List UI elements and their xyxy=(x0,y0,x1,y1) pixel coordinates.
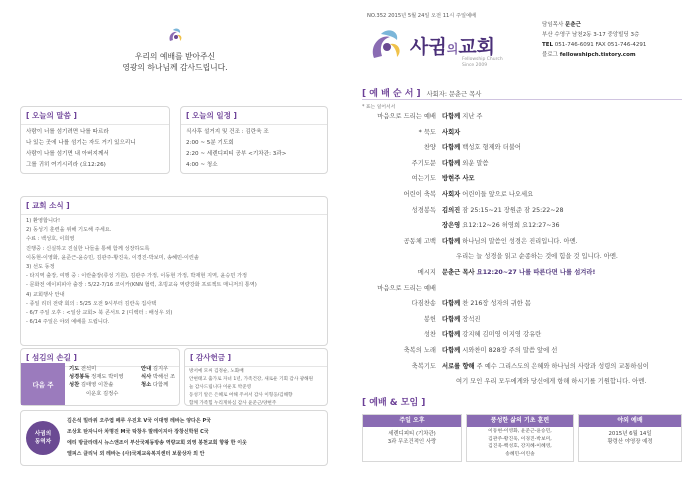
order-value xyxy=(442,347,557,355)
today-schedule-box xyxy=(180,106,328,174)
events-header xyxy=(362,395,682,408)
order-who: 다함께 xyxy=(442,331,461,339)
servants-title: [ 섬김의 손길 ] xyxy=(21,349,179,367)
order-value xyxy=(442,113,483,121)
word-line: 사람이 너를 섬기려면 나를 따르라 xyxy=(26,129,109,135)
order-label: 봉헌 xyxy=(423,315,436,323)
order-label: 다짐찬송 xyxy=(411,300,436,308)
phone-line: TEL 051-746-6091 FAX 051-746-4291 xyxy=(542,42,647,48)
order-value xyxy=(442,175,475,183)
order-detail: 강지혜 김미영 이지영 강유란 xyxy=(462,331,542,339)
news-line: 수료 : 백성호, 이희영 xyxy=(26,236,75,243)
event-col-afternoon xyxy=(362,414,462,462)
news-line: 2) 동성기 훈련을 위해 기도해 주세요. xyxy=(26,227,112,234)
order-label: 성찬 xyxy=(423,331,436,339)
grace-box xyxy=(20,410,328,466)
order-value xyxy=(442,253,618,261)
servants-box xyxy=(20,348,180,406)
word-line: 그를 귀히 여기시리라 (요12:26) xyxy=(26,162,106,168)
servant-row: 기도 전석미 xyxy=(69,366,97,372)
address-line: 부산 수영구 남천2동 3-17 중앙빌딩 3층 xyxy=(542,32,640,38)
news-line: 이동현-이영화, 윤준근-윤승민, 김관주-황진욱, 이경진-박보미, 송혜민-이린솔 xyxy=(26,254,199,261)
today-word-box xyxy=(20,106,170,174)
order-label: 공동체 고백 xyxy=(403,237,436,245)
order-value xyxy=(442,129,460,137)
news-line: - 6/14 주일은 야외 예배를 드립니다. xyxy=(26,319,110,326)
order-label: 주기도문 xyxy=(411,159,436,167)
event-line: 김관주-황진욱, 이경진-박보미, xyxy=(488,436,552,442)
order-value xyxy=(442,222,560,230)
order-detail: 주 예수 그리스도의 은혜와 하나님의 사랑과 성령의 교통하심이 xyxy=(476,362,649,370)
order-label: 마음으로 드리는 예배 xyxy=(377,284,436,292)
welcome-line: 우리의 예배를 받아주신 xyxy=(134,52,216,61)
order-detail: 여기 모인 우리 모두에게와 당신에게 항해 하시기를 기원합니다. 아멘. xyxy=(456,378,647,386)
order-who: 다함께 xyxy=(442,113,461,120)
order-who: 장은영 xyxy=(442,222,461,230)
news-line: - 6/7 주일 오후 : <일상 교회> 북 콘서트 2 (디렉터 : 배성우 외) xyxy=(26,310,173,317)
order-value xyxy=(442,269,595,277)
order-who: 문춘근 목사 xyxy=(442,269,475,276)
order-value xyxy=(442,300,531,308)
news-line: - 문화전 에이피피아 출장 : 5/22-7/16 코이카(KNN 협력, 초빙교육 역량강화 프로젝트 매니저의 통역) xyxy=(26,282,257,289)
order-label: * 묵도 xyxy=(418,128,436,136)
partner-line: 김은석 밀라위 오주엽 페루 우진호 V국 이대영 레바논 양다은 P국 xyxy=(67,418,211,424)
event-line: 송혜민-이린솔 xyxy=(505,451,535,457)
right-panel xyxy=(347,0,694,490)
event-line: 3과 무조건적인 사랑 xyxy=(387,439,437,445)
order-who: 다함께 xyxy=(442,237,461,245)
order-label: 찬양 xyxy=(423,144,436,152)
church-contact xyxy=(542,20,646,60)
welcome-message xyxy=(100,51,250,73)
order-value xyxy=(442,160,489,168)
grace-badge-wrap xyxy=(21,411,65,465)
order-label: 여는기도 xyxy=(411,175,436,183)
schedule-line: 2:20 ~ 세렌디피티 공부 <기차관: 3과> xyxy=(186,151,287,157)
church-brand xyxy=(362,22,532,70)
event-col-head: 풍성한 삶의 기초 훈련 xyxy=(467,415,573,427)
church-subtitle: Fellowship Church Since 2009 xyxy=(462,57,503,68)
partner-line: 에티 방글라데시 뉴스앤조이 부산국제동방송 역량교회 외영 봉천교회 향왕 한 이웃 xyxy=(67,440,247,446)
order-who: 다함께 xyxy=(442,144,461,152)
word-line: 사람이 나를 섬기면 내 아버지께서 xyxy=(26,151,109,157)
order-detail: 하나님의 말씀인 성경은 진리입니다. 아멘. xyxy=(462,237,578,245)
order-label: 축복기도 xyxy=(411,362,436,370)
order-label: 축복의 노래 xyxy=(403,347,436,354)
event-col-head: 야외 예배 xyxy=(579,415,681,427)
order-detail: 외운 말씀 xyxy=(462,159,489,167)
order-label: 어린이 축복 xyxy=(403,191,436,198)
event-col-head: 주일 오후 xyxy=(363,415,461,427)
order-who: 사회자 xyxy=(442,191,461,198)
church-name: 사귐의교회 xyxy=(410,36,496,58)
next-week-label: 다음 주 xyxy=(21,363,65,405)
order-value xyxy=(442,316,481,324)
church-news-box xyxy=(20,196,328,346)
word-line: 나 있는 곳에 나를 섬기는 자도 거기 있으리니 xyxy=(26,140,136,146)
offering-line: 늘 감사드립니다 이운호 박준영 xyxy=(189,385,252,390)
order-value xyxy=(442,238,578,246)
today-word-title: [ 오늘의 말씀 ] xyxy=(21,107,169,125)
order-value xyxy=(442,363,649,371)
order-who: 다함께 xyxy=(442,300,461,308)
servant-row-2: 청소 다함께 xyxy=(141,382,169,389)
order-who: 사회자 xyxy=(442,128,461,136)
event-line: 세렌디피티 (기차관) xyxy=(388,431,436,437)
news-line: 1) 환영합니다! xyxy=(26,218,61,224)
church-logo-large-icon xyxy=(364,24,408,68)
order-who: 김의진 xyxy=(442,206,461,214)
order-header xyxy=(362,86,682,100)
order-label: 메시지 xyxy=(417,269,436,276)
schedule-line: 식사후 설거지 및 건조 : 김란욱 조 xyxy=(186,129,269,135)
order-detail: 우리는 늘 성경을 읽고 순종하는 것에 힘을 것 입니다. 아멘. xyxy=(456,253,618,261)
welcome-line: 영광의 하나님께 감사드립니다. xyxy=(122,63,228,72)
offering-line: 방서예 모씨 김정순, 노화배 xyxy=(189,369,244,374)
offering-box xyxy=(184,348,328,406)
order-who: 방현주 사모 xyxy=(442,175,475,183)
news-line: - 종일 리더 전략 회의 : 5/25 오전 9시부터 김란욱 집사택 xyxy=(26,300,157,307)
event-line: 이동현-이영화, 윤준근-윤승민, xyxy=(488,429,552,434)
blog-line[interactable]: 블로그 fellowshipch.tistory.com xyxy=(542,52,636,58)
order-value xyxy=(442,144,521,152)
offering-title: [ 감사헌금 ] xyxy=(185,349,327,367)
schedule-line: 2:00 ~ 5분 기도회 xyxy=(186,140,234,146)
order-title: [ 예 배 순 서 ] xyxy=(362,89,421,99)
schedule-line: 4:00 ~ 청소 xyxy=(186,162,218,168)
servant-row: 성경봉독 정재도 박미영 xyxy=(69,374,124,381)
servant-row: 성찬 김태영 이찬솔 xyxy=(69,382,114,389)
news-line: 3) 선도 동정 xyxy=(26,264,55,271)
news-line: - 타지역 출장, 여행 중 : 이란출장(류성 기원), 김관주 가정, 이동현 가정, 박재현 지역, 윤승민 가정 xyxy=(26,273,248,280)
order-detail: 요12:20~27 나를 따른다면 나를 섬겨라! xyxy=(476,269,596,276)
order-detail: 지난 주 xyxy=(462,113,483,120)
event-line: 김진욱-백성호, 강지혜-이혜영, xyxy=(488,444,552,449)
news-line: 진행중 : 신실하고 진실한 나들을 통해 함께 성장하도록 xyxy=(26,245,150,252)
order-who: 다함께 xyxy=(442,315,461,323)
offering-line: 동성기 알은 은혜로 여해 주셔서 감사 이형웅/김해향 xyxy=(189,393,293,398)
news-line: 4) 교회행사 안내 xyxy=(26,291,65,298)
order-host: 사회자: 문춘근 목사 xyxy=(426,91,482,98)
event-line: 2015년 6월 14일 xyxy=(608,431,652,437)
partner-line: 조상호 탄자니아 차명진 M국 탁창우 말레이지아 장창신학원 C국 xyxy=(67,429,209,435)
order-detail: 요12:12~26 허영희 요12:27~36 xyxy=(462,222,560,230)
order-label: 마음으로 드리는 예배 xyxy=(377,113,436,120)
offering-line: 안현태고 출가로 자녀 1년, 가족건강, 새로운 기회 감사 광해원 xyxy=(189,377,314,382)
event-col-training xyxy=(466,414,574,462)
order-who: 다함께 xyxy=(442,347,461,354)
bulletin-number: NO.352 2015년 5월 24일 오전 11시 주일예배 xyxy=(367,13,477,19)
order-detail: 시와찬미 828장 주의 말씀 앞에 선 xyxy=(462,347,558,354)
event-col-outdoor xyxy=(578,414,682,462)
partners-badge: 사귐의 동역자 xyxy=(26,421,60,455)
order-value xyxy=(442,191,533,199)
servant-row: 이운호 김정수 xyxy=(86,390,119,397)
partner-line: 엘피스 클리닉 외 레바논 (사)국제교육복지센터 보물상자 외 안 xyxy=(67,451,205,457)
order-who: 다함께 xyxy=(442,159,461,167)
order-value xyxy=(442,207,564,215)
pastor-line: 담임목사 문춘근 xyxy=(542,22,581,28)
order-value xyxy=(442,331,541,339)
servant-row-2: 안내 김지우 xyxy=(141,366,169,372)
order-detail: 잠 25:15~21 장원준 잠 25:22~28 xyxy=(462,206,564,214)
events-title: [ 예배 & 모임 ] xyxy=(362,398,426,408)
servant-row-2: 식사 박해선 조 xyxy=(141,374,176,381)
order-label: 성경봉독 xyxy=(411,206,436,214)
event-line: 황령산 야영장 예정 xyxy=(607,439,653,445)
church-logo-icon xyxy=(164,25,186,47)
order-detail: 백성호 형제와 더불어 xyxy=(462,144,522,152)
order-detail: 장석진 xyxy=(462,315,481,323)
offering-line: 함께 가족힘 누리게하심 감사 윤준근/양현주 xyxy=(189,401,277,406)
order-value xyxy=(442,378,646,386)
standing-note: * 표는 일어서서 xyxy=(362,105,396,110)
order-who: 서로를 향해 xyxy=(442,362,475,370)
order-detail: 어린이들 앞으로 나오세요 xyxy=(462,191,534,198)
order-detail: 찬 216장 성자의 귀한 몸 xyxy=(462,300,531,308)
today-schedule-title: [ 오늘의 일정 ] xyxy=(181,107,327,125)
servants-table xyxy=(65,363,179,405)
church-news-title: [ 교회 소식 ] xyxy=(21,197,327,215)
